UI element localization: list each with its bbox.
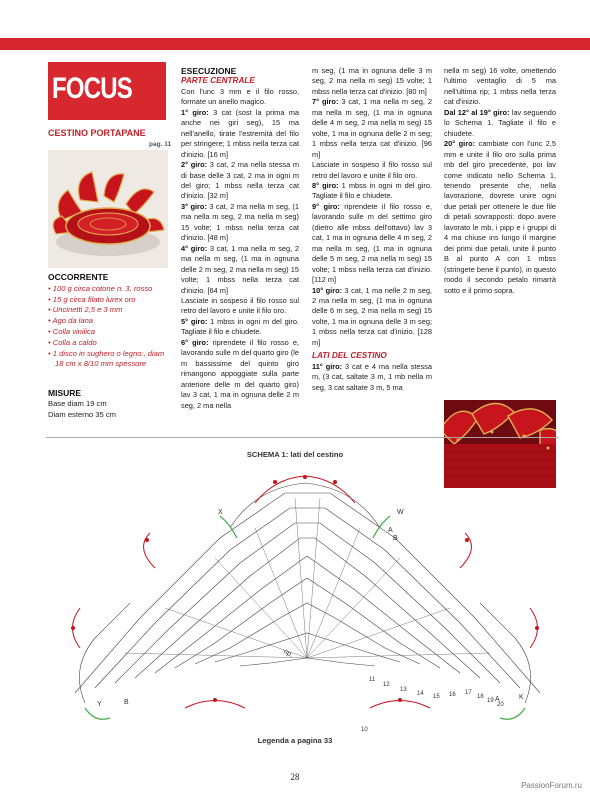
diagram-label-y: Y [97,701,102,708]
measurement-line: Base diam 19 cm [48,399,107,409]
round-11: 11° giro: 3 cat e 4 ma nella stessa m, (3 cat, saltate 3 m, 1 mb nella m seg, 3 cat saltate 3 m, 5 ma [312,361,432,392]
row-number: 17 [465,690,472,696]
round-20: 20° giro: cambiate con l'unc 2,5 mm e unite il filo oro sulla prima mb del giro precedente, poi lav come indicato nello Schema 1, tenendo presente che, nella lavorazione, dovrete unire ogni due petali per ottenere le due file di petali sovrapposti: dopo avere lavorato le mb, i pipp e i gruppi di 4 ma chiuse ins lungo il margine dei primi due petali, unite il punto B al punto A con 1 mbss (stringete bene il punto), in questo modo il secondo petalo rimarrà sotto e il primo sopra. [444,139,556,295]
execution-heading: ESECUZIONE [181,66,237,76]
paragraph: Con l'unc 3 mm e il filo rosso, formate un anello magico. [181,86,299,107]
round-10: 10° giro: 3 cat, 1 ma nelle 2 m seg, 2 ma nella m seg, (1 ma in ognuna delle 6 m seg, 2 ma nella m seg) 15 volte, 1 ma in ognuna delle 3 m seg; 1 mbss nella terza cat d'inizio. [128 m] [312,285,432,347]
row-number: 15 [433,694,440,700]
measurement-line: Diam esterno 35 cm [48,409,116,419]
material-item: • Colla a caldo [48,338,170,349]
row-number: 11 [369,677,376,683]
focus-label: FOCUS [52,72,132,105]
text-column-2 [312,66,432,393]
watermark: PassionForum.ru [521,781,582,790]
paragraph: Lasciate in sospeso il filo rosso sul retro del lavoro e unite il filo oro. [181,295,299,316]
material-item: • 100 g circa cotone n. 3, rosso [48,284,170,295]
round-6: 6° giro: riprendete il filo rosso e, lavorando sulle m del quarto giro (le m bassissime del quinto giro rimangono appoggiate sulla parte anteriore delle m del quarto giro) lav 3 cat, 1 ma in ognuna delle 2 m seg, 2 ma nella [181,337,299,410]
top-accent-bar [0,38,590,50]
diagram-label-x: X [218,509,223,516]
section-divider [46,437,558,438]
measurements-section [48,388,170,420]
diagram-title: SCHEMA 1: lati del cestino [246,450,344,459]
diagram-label-b: B [124,699,129,706]
diagram-label-a: A [495,696,500,703]
pattern-page-ref: pag. 11 [149,141,172,148]
paragraph: m seg, (1 ma in ognuna delle 3 m seg, 2 ma nella m seg) 15 volte; 1 mbss nella terza cat d'inizio. [80 m] [312,66,432,96]
diagram-label-rip: rip. [282,648,294,659]
row-number: 20 [497,702,504,708]
material-item: • Ago da lana [48,316,170,327]
materials-heading: OCCORRENTE [48,272,109,282]
text-column-1 [181,66,299,411]
round-9: 9° giro: riprendete il filo rosso e, lavorando sulle m del settimo giro (dietro alle mbss dell'ottavo) lav 3 cat, 1 ma in ognuna delle 4 m seg, 2 ma nella m seg, (1 ma in ognuna delle 5 m seg, 2 ma nella m seg) 15 volte; 1 mbss nella terza cat d'inizio. [112 m] [312,201,433,285]
paragraph: nella m seg) 16 volte, omettendo l'ultimo ventaglio di 5 ma nell'ultima rip; 1 mbss nella terza cat d'inizio. [444,66,556,107]
central-part-heading: PARTE CENTRALE [181,76,255,86]
page-number: 28 [290,772,300,782]
paragraph: Lasciate in sospeso il filo rosso sul retro del lavoro e unite il filo oro. [312,160,432,180]
diagram-label-w: W [397,509,404,516]
row-number: 19 [487,698,494,704]
sides-heading: LATI DEL CESTINO [312,351,387,361]
text-column-3 [444,66,556,296]
row-number: 14 [417,691,424,697]
round-7: 7° giro: 3 cat, 1 ma nella m seg, 2 ma nella m seg, (1 ma in ognuna delle 4 m seg, 2 ma nella m seg) 15 volte, 1 ma in ognuna delle 2 m seg; 1 mbss nella terza cat d'inizio. [96 m] [312,97,432,159]
material-item: • 15 g circa filato lurex oro [48,295,170,306]
material-item: • Colla vinilica [48,327,170,338]
materials-section [48,272,170,370]
basket-photo [48,150,168,268]
row-number: 10 [361,727,368,733]
measurements-heading: MISURE [48,388,82,398]
round-8: 8° giro: 1 mbss in ogni m del giro. Tagliate il filo e chiudete. [312,180,432,201]
diagram-label-b: B [393,535,398,542]
row-number: 13 [400,687,407,693]
round-1: 1° giro: 3 cat (sost la prima ma anche nei giri seg), 15 ma nell'anello, tirate l'estremità del filo per stringere; 1 mbss nella terza cat d'inizio. [16 m] [181,107,299,159]
row-number: 12 [383,682,390,688]
row-number: 16 [449,692,456,698]
legend-note: Legenda a pagina 33 [257,736,333,745]
materials-list [48,284,170,370]
round-2: 2° giro: 3 cat, 2 ma nella stessa m di base delle 3 cat, 2 ma in ogni m del giro; 1 mbss nella terza cat d'inizio. [32 m] [181,160,299,201]
pattern-title: CESTINO PORTAPANE [48,128,146,138]
diagram-label-a: A [388,527,393,534]
material-item: • 1 disco in sughero o legno:, diam 18 cm x 8/10 mm spessore [48,349,170,371]
round-4: 4° giro: 3 cat, 1 ma nella m seg, 2 ma nella m seg, (1 ma in ognuna delle 2 m seg, 2 ma nella m seg) 15 volte; 1 mbss nella terza cat d'inizio. [64 m] [181,243,299,295]
diagram-label-k: K [519,694,524,701]
row-number: 18 [477,694,484,700]
rounds-12-19: Dal 12° al 19° giro: lav seguendo lo Schema 1. Tagliate il filo e chiudete. [444,107,556,138]
material-item: • Uncinetti 2,5 e 3 mm [48,305,170,316]
round-3: 3° giro: 3 cat, 2 ma nella m seg, (1 ma nella m seg, 2 ma nella m seg) 15 volte; 1 mbss nella terza cat d'inizio. [48 m] [181,201,300,243]
crochet-diagram [55,468,555,738]
round-5: 5° giro: 1 mbss in ogni m del giro. Tagliate il filo e chiudete. [181,316,299,337]
